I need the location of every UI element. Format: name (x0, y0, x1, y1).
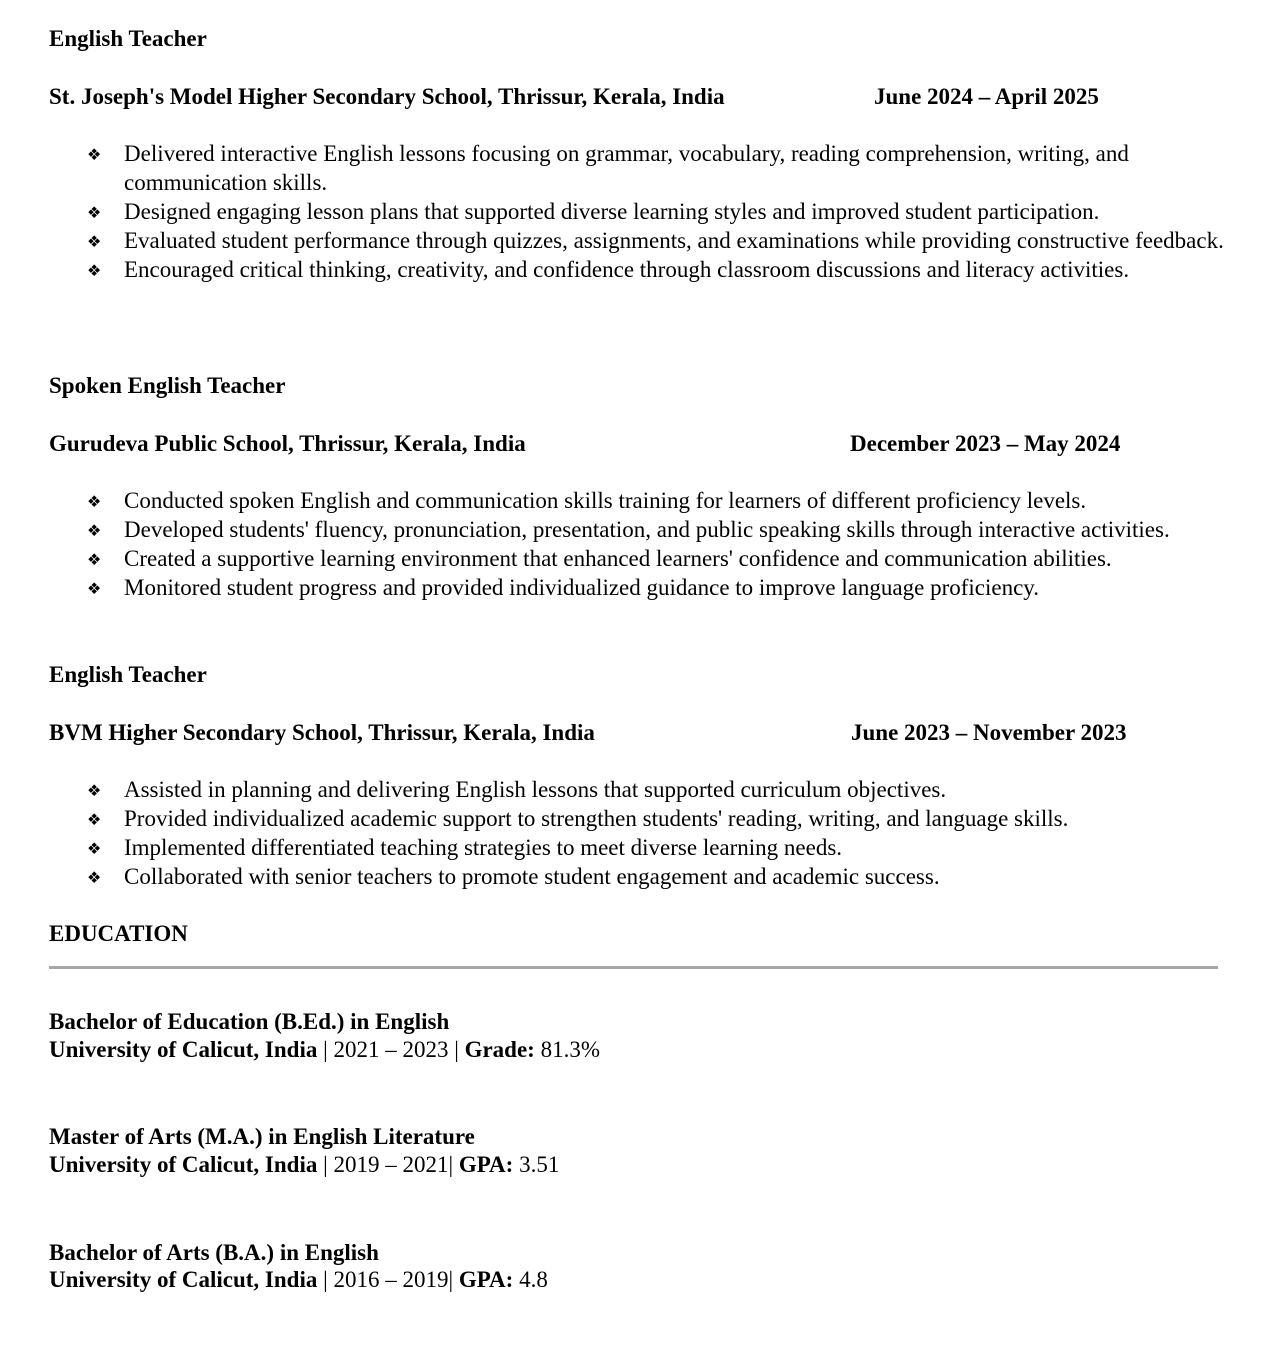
education-details (49, 1150, 559, 1179)
organization-name: BVM Higher Secondary School, Thrissur, Kerala, India (49, 720, 595, 745)
bullet-text: Monitored student progress and provided individualized guidance to improve language proficiency. (124, 575, 1040, 600)
job-bullets (49, 139, 1229, 284)
job-title: Spoken English Teacher (49, 373, 286, 398)
diamond-bullet-icon: ❖ (87, 810, 102, 829)
list-item (49, 255, 1229, 284)
diamond-bullet-icon: ❖ (87, 550, 102, 569)
list-item (49, 515, 1229, 544)
degree-title: Bachelor of Arts (B.A.) in English (49, 1240, 379, 1265)
job-title: English Teacher (49, 662, 207, 687)
bullet-text: Created a supportive learning environment that enhanced learners' confidence and communication abilities. (124, 546, 1112, 571)
list-item (49, 775, 1229, 804)
bullet-text: Conducted spoken English and communication skills training for learners of different proficiency levels. (124, 488, 1087, 513)
list-item (49, 486, 1229, 515)
list-item (49, 833, 1229, 862)
section-divider (49, 966, 1218, 969)
bullet-text: Collaborated with senior teachers to promote student engagement and academic success. (124, 864, 940, 889)
bullet-text: Evaluated student performance through quizzes, assignments, and examinations while providing constructive feedback. (124, 228, 1224, 253)
job-dates: June 2023 – November 2023 (851, 720, 1127, 745)
degree-title: Bachelor of Education (B.Ed.) in English (49, 1009, 450, 1034)
bullet-text: Developed students' fluency, pronunciation, presentation, and public speaking skills through interactive activities. (124, 517, 1170, 542)
score-value: 3.51 (513, 1152, 560, 1177)
diamond-bullet-icon: ❖ (87, 145, 102, 164)
job-organization (49, 82, 1229, 111)
list-item (49, 544, 1229, 573)
bullet-text: Provided individualized academic support to strengthen students' reading, writing, and language skills. (124, 806, 1069, 831)
job-dates: December 2023 – May 2024 (850, 431, 1121, 456)
score-value: 81.3% (534, 1037, 600, 1062)
section-heading: EDUCATION (49, 921, 188, 946)
bullet-text: Implemented differentiated teaching strategies to meet diverse learning needs. (124, 835, 843, 860)
bullet-text: Delivered interactive English lessons focusing on grammar, vocabulary, reading comprehension, writing, and communication skills. (124, 141, 1129, 195)
education-details (49, 1265, 548, 1294)
diamond-bullet-icon: ❖ (87, 868, 102, 887)
degree-title: Master of Arts (M.A.) in English Literature (49, 1124, 475, 1149)
diamond-bullet-icon: ❖ (87, 579, 102, 598)
list-item (49, 573, 1229, 602)
list-item (49, 197, 1229, 226)
job-bullets (49, 775, 1229, 891)
score-label: GPA: (458, 1267, 514, 1292)
list-item (49, 226, 1229, 255)
diamond-bullet-icon: ❖ (87, 521, 102, 540)
job-dates: June 2024 – April 2025 (874, 84, 1099, 109)
score-label: Grade: (464, 1037, 535, 1062)
job-organization (49, 718, 1229, 747)
list-item (49, 139, 1229, 197)
list-item (49, 804, 1229, 833)
organization-name: St. Joseph's Model Higher Secondary School, Thrissur, Kerala, India (49, 84, 725, 109)
diamond-bullet-icon: ❖ (87, 232, 102, 251)
bullet-text: Designed engaging lesson plans that supported diverse learning styles and improved student participation. (124, 199, 1100, 224)
education-period: | 2021 – 2023 | (317, 1037, 465, 1062)
organization-name: Gurudeva Public School, Thrissur, Kerala, India (49, 431, 526, 456)
education-period: | 2016 – 2019| (317, 1267, 459, 1292)
diamond-bullet-icon: ❖ (87, 492, 102, 511)
job-title: English Teacher (49, 26, 207, 51)
bullet-text: Encouraged critical thinking, creativity, and confidence through classroom discussions and literacy activities. (124, 257, 1130, 282)
score-value: 4.8 (513, 1267, 548, 1292)
diamond-bullet-icon: ❖ (87, 839, 102, 858)
bullet-text: Assisted in planning and delivering English lessons that supported curriculum objectives. (124, 777, 947, 802)
institution-name: University of Calicut, India (49, 1267, 318, 1292)
list-item (49, 862, 1229, 891)
education-details (49, 1035, 600, 1064)
job-bullets (49, 486, 1229, 602)
diamond-bullet-icon: ❖ (87, 781, 102, 800)
institution-name: University of Calicut, India (49, 1152, 318, 1177)
education-period: | 2019 – 2021| (317, 1152, 459, 1177)
diamond-bullet-icon: ❖ (87, 203, 102, 222)
resume-page (49, 0, 1229, 1348)
job-organization (49, 429, 1229, 458)
score-label: GPA: (458, 1152, 514, 1177)
institution-name: University of Calicut, India (49, 1037, 318, 1062)
diamond-bullet-icon: ❖ (87, 261, 102, 280)
